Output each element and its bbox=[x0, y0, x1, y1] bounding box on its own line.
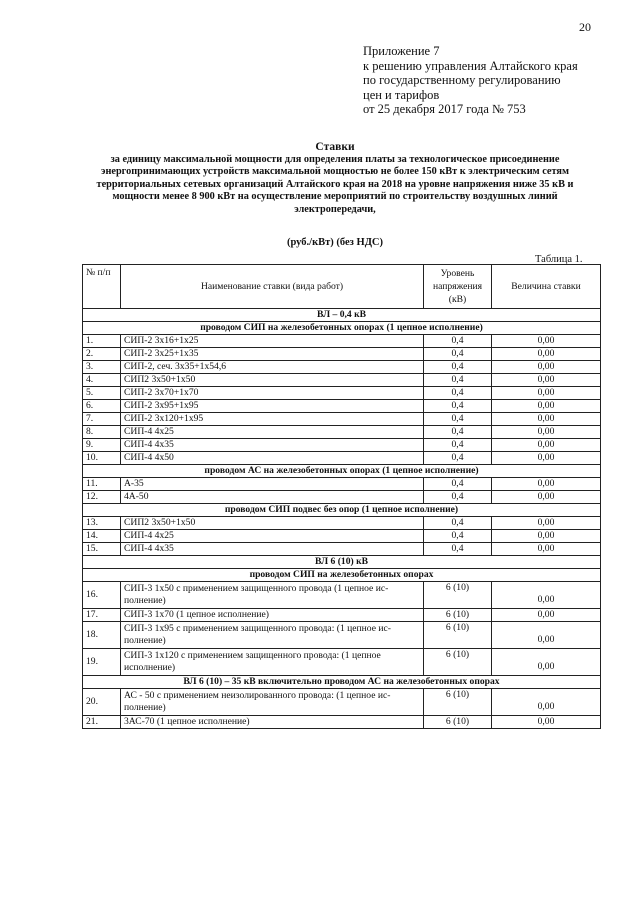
table-row bbox=[83, 716, 601, 729]
row-number: 8. bbox=[83, 426, 121, 439]
table-row bbox=[83, 348, 601, 361]
table-row bbox=[83, 582, 601, 609]
row-voltage: 0,4 bbox=[424, 517, 492, 530]
row-rate: 0,00 bbox=[492, 530, 601, 543]
appendix-line: к решению управления Алтайского края bbox=[363, 58, 578, 73]
table-section-row bbox=[83, 556, 601, 569]
table-row bbox=[83, 387, 601, 400]
row-rate: 0,00 bbox=[492, 452, 601, 465]
row-rate: 0,00 bbox=[492, 439, 601, 452]
row-voltage: 6 (10) bbox=[424, 622, 492, 649]
row-rate: 0,00 bbox=[492, 348, 601, 361]
row-rate: 0,00 bbox=[492, 400, 601, 413]
row-rate: 0,00 bbox=[492, 426, 601, 439]
row-voltage: 0,4 bbox=[424, 400, 492, 413]
row-number: 10. bbox=[83, 452, 121, 465]
row-number: 16. bbox=[83, 582, 121, 609]
row-name: СИП-2 3х120+1х95 bbox=[121, 413, 424, 426]
table-subsection-row bbox=[83, 465, 601, 478]
row-name: СИП-3 1х50 с применением защищенного провода (1 цепное ис-полнение) bbox=[121, 582, 424, 609]
table-subsection-row bbox=[83, 569, 601, 582]
section-title: ВЛ 6 (10) кВ bbox=[83, 556, 601, 569]
row-voltage: 0,4 bbox=[424, 530, 492, 543]
row-number: 1. bbox=[83, 335, 121, 348]
row-voltage: 0,4 bbox=[424, 348, 492, 361]
row-number: 14. bbox=[83, 530, 121, 543]
row-voltage: 0,4 bbox=[424, 374, 492, 387]
row-voltage: 0,4 bbox=[424, 478, 492, 491]
row-number: 20. bbox=[83, 689, 121, 716]
row-voltage: 6 (10) bbox=[424, 689, 492, 716]
table-row bbox=[83, 426, 601, 439]
row-voltage: 0,4 bbox=[424, 413, 492, 426]
row-name: СИП-4 4х50 bbox=[121, 452, 424, 465]
table-row bbox=[83, 452, 601, 465]
row-number: 13. bbox=[83, 517, 121, 530]
header-rate: Величина ставки bbox=[492, 265, 601, 309]
row-rate: 0,00 bbox=[492, 413, 601, 426]
row-voltage: 0,4 bbox=[424, 426, 492, 439]
row-name: 3АС-70 (1 цепное исполнение) bbox=[121, 716, 424, 729]
row-voltage: 0,4 bbox=[424, 543, 492, 556]
row-name: АС - 50 с применением неизолированного провода: (1 цепное ис-полнение) bbox=[121, 689, 424, 716]
row-rate: 0,00 bbox=[492, 517, 601, 530]
row-number: 17. bbox=[83, 609, 121, 622]
row-voltage: 6 (10) bbox=[424, 649, 492, 676]
table-row bbox=[83, 439, 601, 452]
row-rate: 0,00 bbox=[492, 582, 601, 609]
row-rate: 0,00 bbox=[492, 716, 601, 729]
table-section-row bbox=[83, 676, 601, 689]
appendix-line: цен и тарифов bbox=[363, 87, 440, 102]
row-rate: 0,00 bbox=[492, 491, 601, 504]
row-voltage: 0,4 bbox=[424, 439, 492, 452]
table-row bbox=[83, 689, 601, 716]
table-row bbox=[83, 543, 601, 556]
row-rate: 0,00 bbox=[492, 335, 601, 348]
row-number: 3. bbox=[83, 361, 121, 374]
row-name: СИП-4 4х35 bbox=[121, 439, 424, 452]
table-row bbox=[83, 491, 601, 504]
row-voltage: 0,4 bbox=[424, 335, 492, 348]
row-rate: 0,00 bbox=[492, 478, 601, 491]
row-voltage: 6 (10) bbox=[424, 582, 492, 609]
heading-line: электропередачи, bbox=[294, 203, 376, 215]
heading-line: энергопринимающих устройств максимальной мощностью не более 150 кВт к электрическим сетям bbox=[101, 166, 569, 178]
row-number: 21. bbox=[83, 716, 121, 729]
row-voltage: 0,4 bbox=[424, 387, 492, 400]
table-row bbox=[83, 361, 601, 374]
row-rate: 0,00 bbox=[492, 361, 601, 374]
section-title: ВЛ – 0,4 кВ bbox=[83, 309, 601, 322]
row-voltage: 6 (10) bbox=[424, 716, 492, 729]
row-name: СИП2 3х50+1х50 bbox=[121, 374, 424, 387]
row-number: 9. bbox=[83, 439, 121, 452]
row-rate: 0,00 bbox=[492, 609, 601, 622]
row-number: 7. bbox=[83, 413, 121, 426]
heading-line: мощности менее 8 900 кВт на осуществление мероприятий по строительству воздушных линий bbox=[112, 191, 558, 203]
table-row bbox=[83, 649, 601, 676]
subsection-title: проводом АС на железобетонных опорах (1 цепное исполнение) bbox=[83, 465, 601, 478]
row-number: 5. bbox=[83, 387, 121, 400]
page-number: 20 bbox=[579, 20, 591, 34]
table-body bbox=[83, 309, 601, 729]
row-number: 2. bbox=[83, 348, 121, 361]
row-voltage: 0,4 bbox=[424, 361, 492, 374]
row-name: СИП-2 3х25+1х35 bbox=[121, 348, 424, 361]
row-number: 11. bbox=[83, 478, 121, 491]
row-name: СИП2 3х50+1х50 bbox=[121, 517, 424, 530]
table-subsection-row bbox=[83, 322, 601, 335]
row-rate: 0,00 bbox=[492, 374, 601, 387]
row-name: СИП-4 4х25 bbox=[121, 530, 424, 543]
heading-line: территориальных сетевых организаций Алтайского края на 2018 на уровне напряжения ниже 35 кВ и bbox=[96, 178, 574, 190]
document-heading bbox=[95, 141, 575, 217]
row-name: СИП-3 1х120 с применением защищенного провода: (1 цепное исполнение) bbox=[121, 649, 424, 676]
row-number: 12. bbox=[83, 491, 121, 504]
row-number: 6. bbox=[83, 400, 121, 413]
row-name: СИП-4 4х35 bbox=[121, 543, 424, 556]
row-voltage: 0,4 bbox=[424, 452, 492, 465]
row-number: 19. bbox=[83, 649, 121, 676]
row-name: СИП-4 4х25 bbox=[121, 426, 424, 439]
subsection-title: проводом СИП подвес без опор (1 цепное исполнение) bbox=[83, 504, 601, 517]
row-voltage: 6 (10) bbox=[424, 609, 492, 622]
subsection-title: проводом СИП на железобетонных опорах bbox=[83, 569, 601, 582]
header-number: № п/п bbox=[83, 265, 121, 309]
table-row bbox=[83, 478, 601, 491]
table-label: Таблица 1. bbox=[535, 254, 583, 265]
appendix-line: по государственному регулированию bbox=[363, 73, 561, 88]
table-row bbox=[83, 530, 601, 543]
section-title: ВЛ 6 (10) – 35 кВ включительно проводом АС на железобетонных опорах bbox=[83, 676, 601, 689]
row-name: 4А-50 bbox=[121, 491, 424, 504]
row-rate: 0,00 bbox=[492, 387, 601, 400]
appendix-line: Приложение 7 bbox=[363, 44, 440, 58]
row-name: СИП-2 3х16+1х25 bbox=[121, 335, 424, 348]
row-name: СИП-3 1х95 с применением защищенного провода: (1 цепное ис-полнение) bbox=[121, 622, 424, 649]
row-name: СИП-2 3х70+1х70 bbox=[121, 387, 424, 400]
table-subsection-row bbox=[83, 504, 601, 517]
row-name: СИП-2 3х95+1х95 bbox=[121, 400, 424, 413]
table-row bbox=[83, 609, 601, 622]
row-rate: 0,00 bbox=[492, 622, 601, 649]
row-rate: 0,00 bbox=[492, 543, 601, 556]
row-rate: 0,00 bbox=[492, 649, 601, 676]
document-title: Ставки bbox=[315, 141, 355, 153]
table-section-row bbox=[83, 309, 601, 322]
row-rate: 0,00 bbox=[492, 689, 601, 716]
row-name: СИП-2, сеч. 3х35+1х54,6 bbox=[121, 361, 424, 374]
row-name: А-35 bbox=[121, 478, 424, 491]
header-name: Наименование ставки (вида работ) bbox=[121, 265, 424, 309]
table-row bbox=[83, 335, 601, 348]
row-voltage: 0,4 bbox=[424, 491, 492, 504]
table-row bbox=[83, 622, 601, 649]
table-header-row bbox=[83, 265, 601, 309]
row-name: СИП-3 1х70 (1 цепное исполнение) bbox=[121, 609, 424, 622]
table-row bbox=[83, 374, 601, 387]
table-row bbox=[83, 400, 601, 413]
row-number: 4. bbox=[83, 374, 121, 387]
appendix-line: от 25 декабря 2017 года № 753 bbox=[363, 102, 526, 117]
subsection-title: проводом СИП на железобетонных опорах (1 цепное исполнение) bbox=[83, 322, 601, 335]
units-note: (руб./кВт) (без НДС) bbox=[286, 237, 384, 248]
row-number: 18. bbox=[83, 622, 121, 649]
rates-table bbox=[82, 264, 601, 729]
table-row bbox=[83, 517, 601, 530]
table-row bbox=[83, 413, 601, 426]
row-number: 15. bbox=[83, 543, 121, 556]
heading-line: за единицу максимальной мощности для определения платы за технологическое присоединение bbox=[110, 153, 560, 165]
appendix-block bbox=[363, 44, 578, 117]
header-voltage: Уровень напряжения (кВ) bbox=[424, 265, 492, 309]
